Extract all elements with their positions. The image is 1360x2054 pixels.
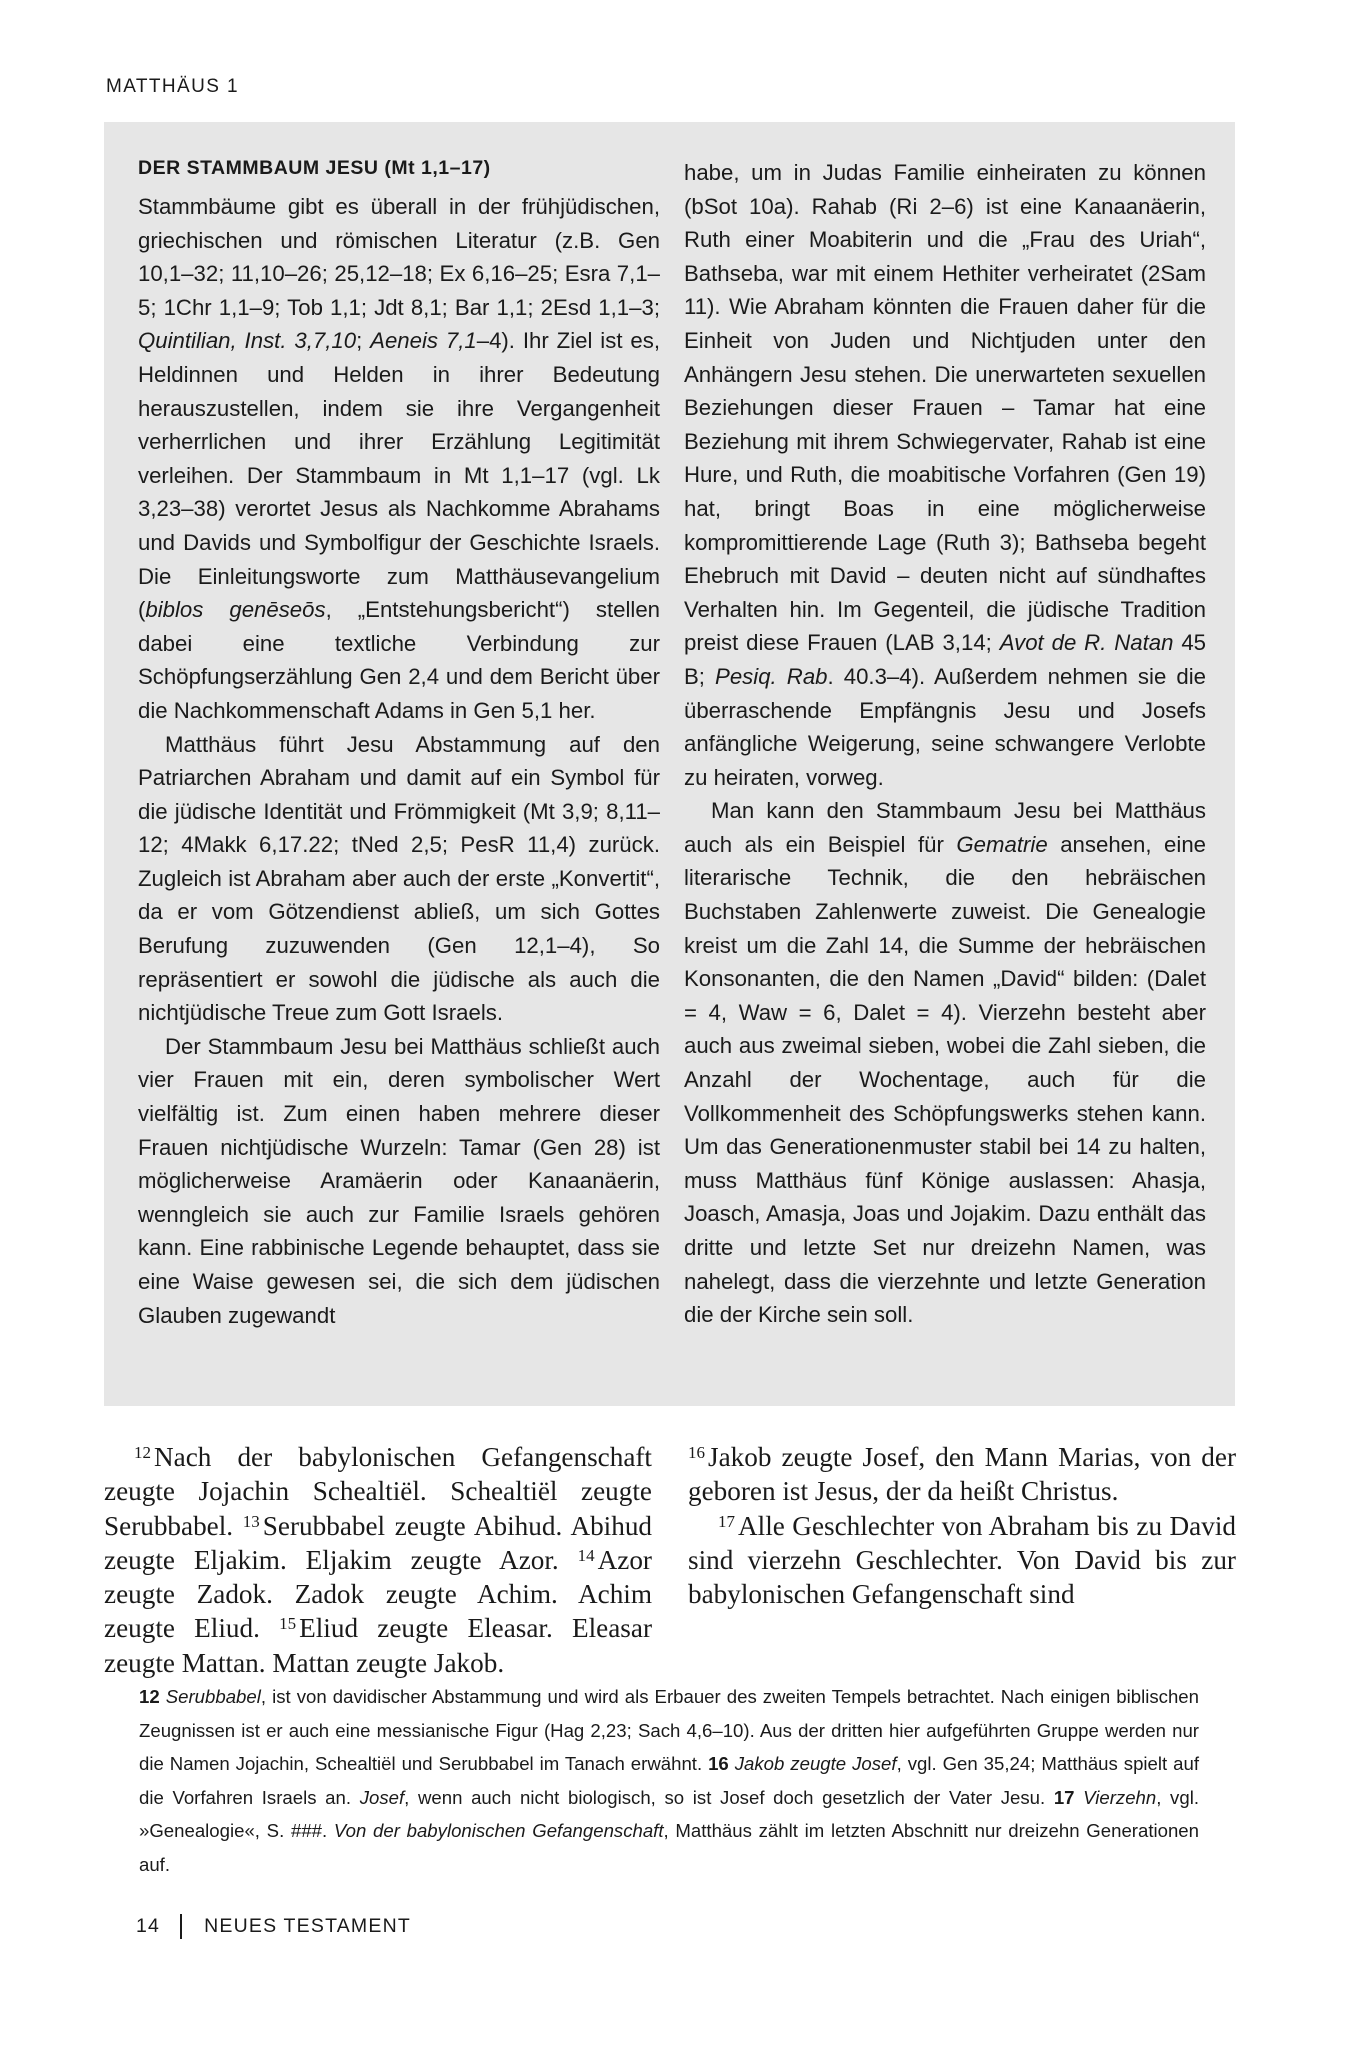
- text-run: ansehen, eine literarische Technik, die den hebräischen Buchstaben Zahlenwerte zuweist. Die Genealogie kreist um die Zahl 14, die Summe der hebräischen Konsonanten, die den Namen „David“ bilden: (Dalet = 4, Waw = 6, Dalet = 4). Vierzehn besteht aber auch aus zweimal sieben, wobei die Zahl sieben, die Anzahl der Wochentage, auch für die Vollkommenheit des Schöpfungswerks stehen kann. Um das Generationenmuster stabil bei 14 zu halten, muss Matthäus fünf Könige auslassen: Ahasja, Joasch, Amasja, Joas und Jojakim. Dazu enthält das dritte und letzte Set nur dreizehn Namen, was nahelegt, dass die vierzehnte und letzte Generation die der Kirche sein soll.: [684, 831, 1207, 1328]
- text-run: Man kann den Stammbaum Jesu bei Matthäus auch als ein Beispiel für: [684, 798, 1206, 857]
- commentary-paragraph: [138, 190, 660, 728]
- verse-number: 16: [688, 1443, 705, 1462]
- verse-text: Alle Geschlechter von Abraham bis zu David sind vierzehn Geschlechter. Von David bis zur babylonischen Gefangenschaft sind: [688, 1510, 1236, 1610]
- verse-number: 15: [279, 1614, 297, 1634]
- text-run: . 40.3–4). Außerdem nehmen sie die überraschende Empfängnis Jesu und Josefs anfängliche Weigerung, seine schwangere Verlobte zu heiraten, vorweg.: [684, 663, 1206, 790]
- text-run: habe, um in Judas Familie einheiraten zu können (bSot 10a). Rahab (Ri 2–6) ist eine Kanaanäerin, Ruth einer Moabiterin und die „Frau des Uriah“, Bathseba, war mit einem Hethiter verheiratet (2Sam 11). Wie Abraham könnten die Frauen daher für die Einheit von Juden und Nichtjuden unter den Anhängern Jesu stehen. Die unerwarteten sexuellen Beziehungen dieser Frauen – Tamar hat eine Beziehung mit ihrem Schwiegervater, Rahab ist eine Hure, und Ruth, die moabitische Vorfahren (Gen 19) hat, bringt Boas in eine möglicherweise kompromittierende Lage (Ruth 3); Bathseba begeht Ehebruch mit David – deuten nicht auf sündhaftes Verhalten hin. Im Gegenteil, die jüdische Tradition preist diese Frauen (LAB 3,14;: [684, 160, 1206, 656]
- footnote-paragraph: [139, 1680, 1199, 1882]
- footnote-number: 16: [708, 1753, 729, 1775]
- text-run: ;: [356, 328, 371, 354]
- verse-number: 13: [242, 1511, 260, 1531]
- verse-text: Eliud zeugte Eleasar. Eleasar zeugte Mattan. Mattan zeugte Jakob.: [104, 1613, 652, 1678]
- footnote-text: , vgl. »Genealogie«, S. ###.: [139, 1786, 1199, 1842]
- verse-text: Azor zeugte Zadok. Zadok zeugte Achim. Achim zeugte Eliud.: [104, 1544, 652, 1644]
- footnote-number: 17: [1053, 1786, 1075, 1808]
- italic-citation: Aeneis 7,1: [370, 328, 477, 354]
- commentary-paragraph: Der Stammbaum Jesu bei Matthäus schließt auch vier Frauen mit ein, deren symbolischer Wert vielfältig ist. Zum einen haben mehrere dieser Frauen nichtjüdische Wurzeln: Tamar (Gen 28) ist möglicherweise Aramäerin oder Kanaanäerin, wenngleich sie auch zur Familie Israels gehören kann. Eine rabbinische Legende behauptet, dass sie eine Waise gewesen sei, die sich dem jüdischen Glauben zugewandt: [138, 1033, 660, 1328]
- verse-number: 14: [577, 1545, 595, 1565]
- commentary-paragraph: [684, 156, 1206, 794]
- commentary-column-right: [684, 156, 1206, 1332]
- footnotes: [139, 1680, 1199, 1882]
- footnote-term: Jakob zeugte Josef: [734, 1753, 897, 1775]
- italic-citation: Pesiq. Rab: [715, 663, 828, 689]
- verse-text: Nach der babylonischen Gefangenschaft zeugte Jojachin Schealtiël. Schealtiël zeugte Serubbabel.: [104, 1442, 652, 1541]
- text-run: –4). Ihr Ziel ist es, Heldinnen und Helden in ihrer Bedeutung herauszustellen, indem sie ihre Vergangenheit verherrlichen und ihrer Erzählung Legitimität verleihen. Der Stammbaum in Mt 1,1–17 (vgl. Lk 3,23–38) verortet Jesus als Nachkomme Abrahams und Davids und Symbolfigur der Geschichte Israels. Die Einleitungsworte zum Matthäusevangelium (: [138, 328, 660, 623]
- bible-text-column-right: [688, 1440, 1236, 1611]
- footnote-text: , ist von davidischer Abstammung und wird als Erbauer des zweiten Tempels betrachtet. Nach einigen biblischen Zeugnissen ist er auch eine messianische Figur (Hag 2,23; Sach 4,6–10). Aus der dritten hier aufgeführten Gruppe werden nur die Namen Jojachin, Schealtiël und Serubbabel im Tanach erwähnt.: [139, 1686, 1199, 1775]
- italic-citation: Avot de R. Natan: [999, 630, 1174, 656]
- bible-paragraph: [104, 1440, 652, 1680]
- bible-paragraph: [688, 1440, 1236, 1509]
- verse-text: Serubbabel zeugte Abihud. Abihud zeugte Eljakim. Eljakim zeugte Azor.: [104, 1510, 653, 1575]
- footnote-term: Josef: [359, 1786, 405, 1808]
- verse-number: 17: [718, 1511, 735, 1531]
- italic-term: Gematrie: [956, 831, 1048, 857]
- italic-term: biblos genēseōs: [145, 597, 326, 623]
- running-head: MATTHÄUS 1: [106, 76, 239, 97]
- footnote-number: 12: [139, 1686, 160, 1707]
- bible-paragraph: [688, 1509, 1236, 1612]
- text-run: Stammbäume gibt es überall in der frühjüdischen, griechischen und römischen Literatur (z.B. Gen 10,1–32; 11,10–26; 25,12–18; Ex 6,16–25; Esra 7,1–5; 1Chr 1,1–9; Tob 1,1; Jdt 8,1; Bar 1,1; 2Esd 1,1–3;: [138, 194, 660, 320]
- page-number: 14: [136, 1915, 161, 1937]
- footnote-text: , Matthäus zählt im letzten Abschnitt nur dreizehn Generationen auf.: [139, 1820, 1199, 1875]
- text-run: 45 B;: [684, 630, 1207, 689]
- italic-citation: Quintilian, Inst. 3,7,10: [138, 328, 357, 354]
- bible-text-column-left: [104, 1440, 652, 1680]
- footer-section-title: NEUES TESTAMENT: [204, 1915, 411, 1937]
- text-run: , „Entstehungsbericht“) stellen dabei eine textliche Verbindung zur Schöpfungserzählung Gen 2,4 und dem Bericht über die Nachkommenschaft Adams in Gen 5,1 her.: [138, 597, 660, 723]
- footnote-term: Vierzehn: [1083, 1786, 1157, 1808]
- footnote-text: , vgl. Gen 35,24; Matthäus spielt auf die Vorfahren Israels an.: [139, 1753, 1199, 1808]
- verse-text: Jakob zeugte Josef, den Mann Marias, von der geboren ist Jesus, der da heißt Christus.: [688, 1442, 1236, 1507]
- footnote-text: , wenn auch nicht biologisch, so ist Josef doch gesetzlich der Vater Jesu.: [404, 1786, 1054, 1808]
- footnote-term: Von der babylonischen Gefangenschaft: [333, 1820, 664, 1842]
- commentary-column-left: [138, 156, 660, 1332]
- commentary-paragraph: Matthäus führt Jesu Abstammung auf den Patriarchen Abraham und damit auf ein Symbol für die jüdische Identität und Frömmigkeit (Mt 3,9; 8,11–12; 4Makk 6,17.22; tNed 2,5; PesR 11,4) zurück. Zugleich ist Abraham aber auch der erste „Konvertit“, da er vom Götzendienst abließ, um sich Gottes Berufung zuzuwenden (Gen 12,1–4), So repräsentiert er sowohl die jüdische als auch die nichtjüdische Treue zum Gott Israels.: [138, 731, 660, 1026]
- footer-divider: [180, 1914, 182, 1939]
- footnote-term: Serubbabel: [165, 1686, 261, 1707]
- commentary-paragraph: [684, 794, 1206, 1332]
- commentary-heading: DER STAMMBAUM JESU (Mt 1,1–17): [138, 157, 491, 179]
- commentary-box: [104, 122, 1235, 1406]
- verse-number: 12: [134, 1443, 151, 1462]
- page-footer: [136, 1914, 411, 1939]
